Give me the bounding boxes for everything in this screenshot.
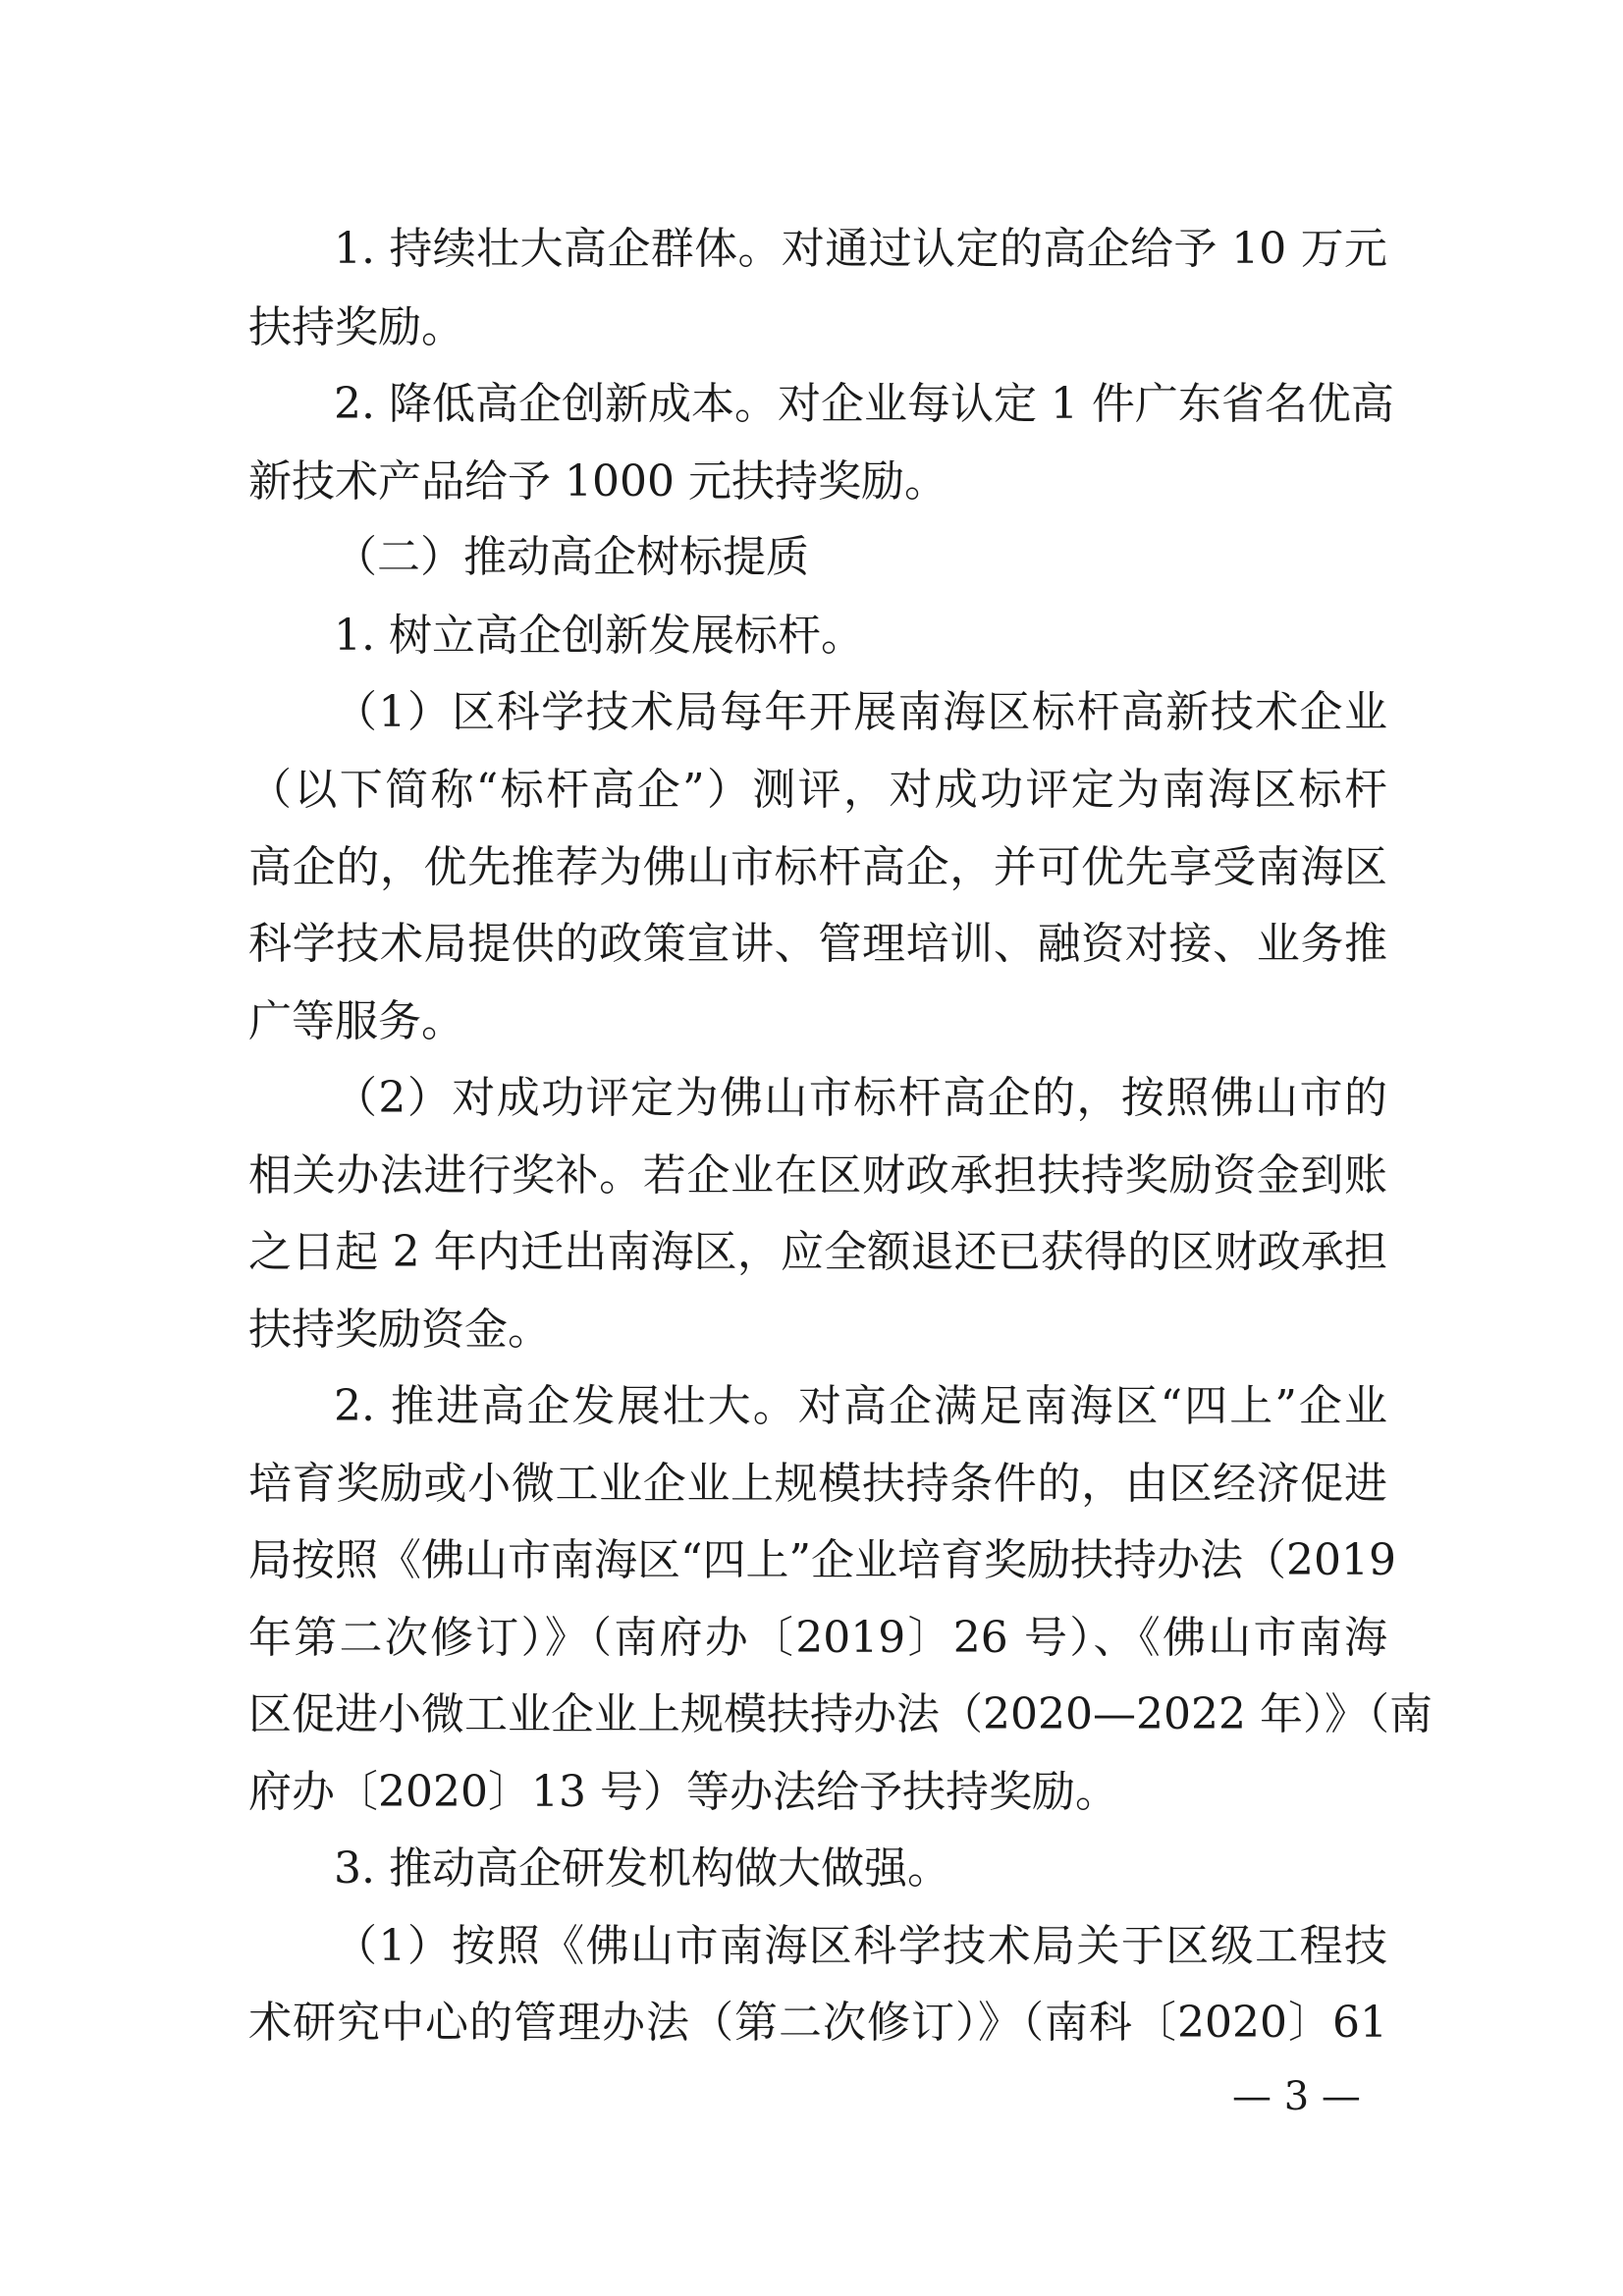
subsection-heading: 1. 树立高企创新发展标杆。 — [334, 611, 864, 661]
paragraph-line: 术研究中心的管理办法（第二次修订）》（南科〔2020〕61 — [248, 1998, 1387, 2048]
paragraph-line: （1）按照《佛山市南海区科学技术局关于区级工程技 — [334, 1921, 1387, 1971]
paragraph-line: 年第二次修订）》（南府办〔2019〕26 号）、《佛山市南海 — [248, 1613, 1387, 1663]
paragraph-line: （以下简称“标杆高企”）测评，对成功评定为南海区标杆 — [248, 765, 1387, 815]
page-number: — 3 — — [1232, 2074, 1361, 2119]
paragraph-line: 局按照《佛山市南海区“四上”企业培育奖励扶持办法（2019 — [248, 1535, 1396, 1585]
subsection-heading: 3. 推动高企研发机构做大做强。 — [334, 1843, 950, 1894]
paragraph-line: 扶持奖励。 — [248, 302, 464, 352]
paragraph-line: 扶持奖励资金。 — [248, 1305, 551, 1355]
paragraph-line: 2. 降低高企创新成本。对企业每认定 1 件广东省名优高 — [334, 379, 1394, 429]
paragraph-line: 相关办法进行奖补。若企业在区财政承担扶持奖励资金到账 — [248, 1150, 1387, 1201]
paragraph-line: 新技术产品给予 1000 元扶持奖励。 — [248, 456, 947, 507]
paragraph-line: （1）区科学技术局每年开展南海区标杆高新技术企业 — [334, 687, 1387, 737]
paragraph-line: 科学技术局提供的政策宣讲、管理培训、融资对接、业务推 — [248, 919, 1387, 969]
paragraph-line: 2. 推进高企发展壮大。对高企满足南海区“四上”企业 — [334, 1381, 1387, 1431]
paragraph-line: 培育奖励或小微工业企业上规模扶持条件的，由区经济促进 — [248, 1459, 1387, 1509]
paragraph-line: 1. 持续壮大高企群体。对通过认定的高企给予 10 万元 — [334, 224, 1387, 274]
paragraph-line: 区促进小微工业企业上规模扶持办法（2020—2022 年）》（南 — [248, 1689, 1433, 1739]
paragraph-line: 广等服务。 — [248, 996, 464, 1046]
paragraph-line: 高企的，优先推荐为佛山市标杆高企，并可优先享受南海区 — [248, 842, 1387, 892]
section-heading: （二）推动高企树标提质 — [334, 532, 809, 582]
paragraph-line: 之日起 2 年内迁出南海区，应全额退还已获得的区财政承担 — [248, 1227, 1387, 1277]
paragraph-line: 府办〔2020〕13 号）等办法给予扶持奖励。 — [248, 1767, 1118, 1817]
paragraph-line: （2）对成功评定为佛山市标杆高企的，按照佛山市的 — [334, 1073, 1387, 1123]
